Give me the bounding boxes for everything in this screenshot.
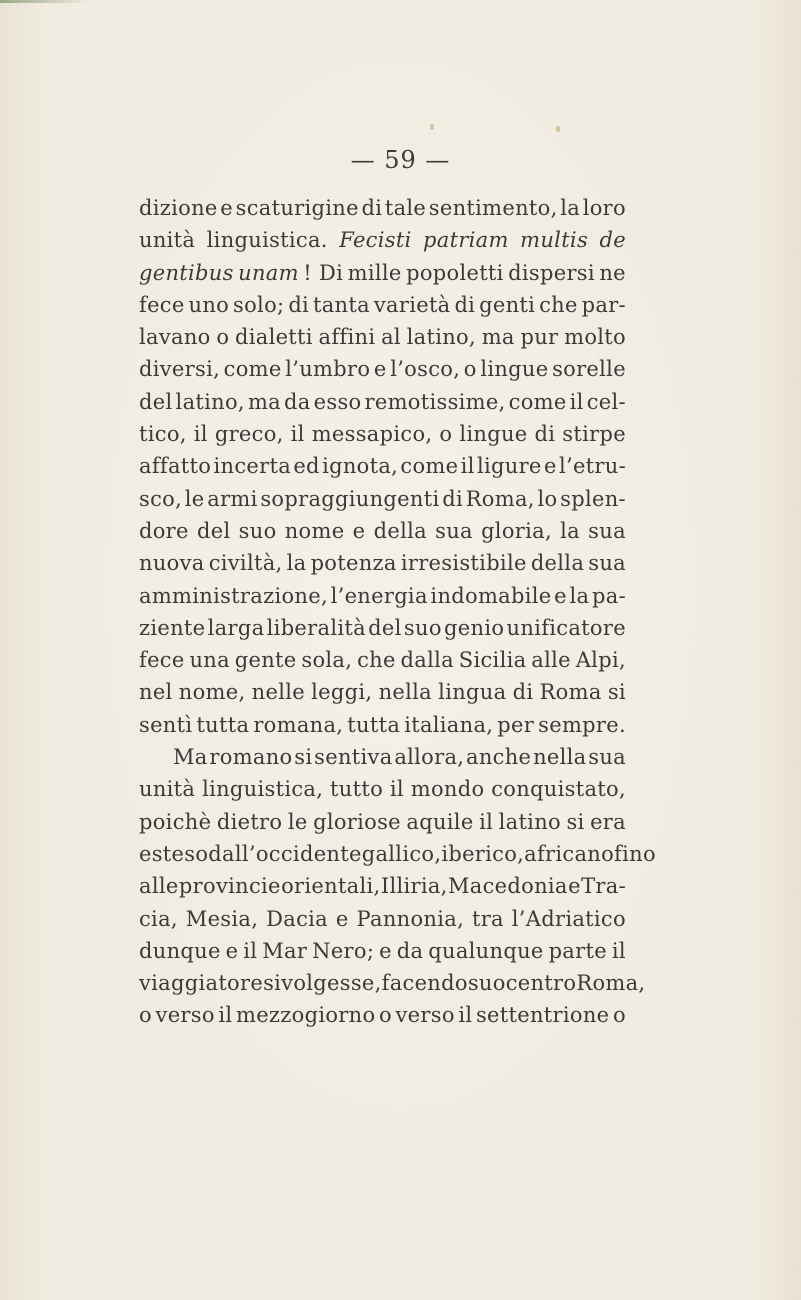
word: l’umbro [285, 357, 371, 382]
word: si [566, 809, 585, 834]
word: Mesia, [185, 906, 259, 931]
word: o [378, 1003, 392, 1028]
word: il [569, 389, 584, 414]
word: sentiva [314, 745, 393, 770]
word: tanta [313, 292, 370, 317]
word: Tra- [581, 874, 626, 899]
word: lingue [480, 357, 549, 382]
word: dunque [139, 938, 221, 963]
text-line [139, 907, 626, 939]
word: genti [479, 292, 536, 317]
text-line [139, 745, 626, 777]
word: facendo [381, 971, 468, 996]
word: armi [207, 486, 258, 511]
text-line [139, 519, 626, 551]
word: e [373, 357, 387, 382]
word: sco, [139, 486, 183, 511]
text-line [139, 713, 626, 745]
word: si [294, 745, 313, 770]
text-line [139, 454, 626, 486]
word: remotissime, [364, 389, 506, 414]
word: potenza [310, 551, 397, 576]
word: leggi, [311, 680, 373, 705]
word: nome, [178, 680, 246, 705]
word: popoletti [406, 260, 504, 285]
word: irresistibile [400, 551, 527, 576]
word: Mar [262, 938, 308, 963]
word: sentimento, [428, 196, 558, 220]
word: la [569, 583, 590, 608]
word: iberico, [441, 841, 525, 866]
word: l’Adriatico [511, 906, 626, 931]
word: il [389, 777, 404, 802]
word: il [458, 1003, 473, 1028]
word: ne [599, 260, 626, 285]
word: Illiria, [380, 874, 448, 899]
word: nelle [251, 680, 305, 705]
word: Fecisti [339, 228, 412, 253]
word: varietà [373, 292, 451, 317]
word: verso [155, 1003, 215, 1028]
word: Roma [539, 680, 602, 705]
word: mille [347, 260, 402, 285]
word: uno [188, 292, 230, 317]
word: la [286, 551, 307, 576]
word: sua [435, 518, 473, 543]
word: del [139, 389, 173, 414]
paper-spot [430, 124, 434, 130]
word: settentrione [475, 1003, 610, 1028]
word: Ma [173, 745, 208, 770]
word: nella [533, 745, 587, 770]
word: sentì [139, 712, 193, 737]
word: tico, [139, 422, 187, 447]
word: dietro [216, 809, 283, 834]
word: nella [378, 680, 432, 705]
word: dall’occidente [208, 841, 362, 866]
word: di [361, 196, 383, 220]
text-line [139, 261, 626, 293]
word: il [193, 422, 208, 447]
word: al [381, 325, 401, 350]
word: fece [139, 648, 185, 673]
word: come [400, 454, 459, 479]
word: lavano [139, 325, 211, 350]
word: volgesse, [281, 971, 382, 996]
word: sola, [301, 648, 353, 673]
word: conquistato, [491, 777, 626, 802]
word: sopraggiungenti [260, 486, 440, 511]
word: l’osco, [390, 357, 461, 382]
word: il [479, 809, 494, 834]
word: di [534, 422, 556, 447]
word: Roma, [576, 971, 646, 996]
word: greco, [214, 422, 284, 447]
word: viaggiatore [139, 971, 264, 996]
word: amministrazione, [139, 583, 328, 608]
word: parte [548, 938, 607, 963]
text-line [139, 584, 626, 616]
word: e [220, 196, 233, 220]
word: la [560, 196, 581, 220]
word: solo; [233, 292, 285, 317]
word: e [543, 454, 557, 479]
word: indomabile [430, 583, 552, 608]
word: diversi, [139, 357, 221, 382]
word: sua [588, 551, 626, 576]
word: e [554, 583, 567, 608]
word: ! Di [303, 260, 344, 285]
text-line [139, 616, 626, 648]
text-line [139, 487, 626, 519]
word: che [357, 648, 396, 673]
word: o [216, 325, 230, 350]
word: unam [238, 260, 299, 285]
text-line [139, 1003, 626, 1035]
text-line [139, 325, 626, 357]
word: Alpi, [575, 648, 626, 673]
text-line [139, 810, 626, 842]
word: africano [524, 841, 615, 866]
word: ma [247, 389, 281, 414]
word: stirpe [562, 422, 626, 447]
word: gloriose [313, 809, 401, 834]
word: da [396, 938, 424, 963]
word: e [379, 938, 392, 963]
word: incerta [213, 454, 292, 479]
word: era [590, 809, 626, 834]
word: l’etru- [558, 454, 626, 479]
word: tutta [347, 712, 401, 737]
text-line [139, 939, 626, 971]
word: l’energia [330, 583, 428, 608]
word: multis [520, 228, 589, 253]
body-text [139, 196, 656, 1036]
word: aquile [406, 809, 474, 834]
word: liberalità [266, 615, 366, 640]
word: si [263, 971, 282, 996]
word: dialetti [234, 325, 313, 350]
text-line [139, 971, 646, 1003]
word: de [599, 228, 626, 253]
word: alle [531, 648, 571, 673]
word: centro [505, 971, 577, 996]
word: esteso [139, 841, 209, 866]
word: larga [207, 615, 265, 640]
text-line [139, 390, 626, 422]
word: splen- [560, 486, 626, 511]
word: tutta [196, 712, 250, 737]
word: Roma, [465, 486, 535, 511]
word: cel- [586, 389, 626, 414]
word: nuova [139, 551, 205, 576]
word: unità [139, 777, 196, 802]
word: del [196, 518, 231, 543]
word: dizione [139, 196, 218, 220]
word: ma [481, 325, 515, 350]
word: patriam [423, 228, 509, 253]
word: provincie [178, 874, 281, 899]
word: lingua [438, 680, 507, 705]
word: nome [284, 518, 345, 543]
word: ignota, [322, 454, 399, 479]
word: di [288, 292, 310, 317]
page-edge-stain [0, 0, 90, 3]
word: si [607, 680, 626, 705]
word: latino [498, 809, 561, 834]
word: sua [588, 745, 626, 770]
word: nel [139, 680, 173, 705]
text-line [139, 228, 626, 260]
text-line [139, 680, 626, 712]
word: il [243, 938, 258, 963]
word: unificatore [506, 615, 626, 640]
word: fino [614, 841, 656, 866]
word: di [512, 680, 534, 705]
word: che [539, 292, 578, 317]
word: unità [139, 228, 196, 253]
word: come [508, 389, 567, 414]
word: anche [466, 745, 532, 770]
word: e [335, 906, 349, 931]
word: poichè [139, 809, 212, 834]
word: e [568, 874, 581, 899]
paper-spot [556, 126, 560, 132]
word: suo [467, 971, 506, 996]
word: pa- [592, 583, 626, 608]
text-line [139, 648, 626, 680]
word: affatto [139, 454, 212, 479]
word: di [442, 486, 463, 511]
word: Macedonia [447, 874, 568, 899]
word: genio [444, 615, 505, 640]
word: il [611, 938, 626, 963]
word: esso [313, 389, 362, 414]
word: gallico, [361, 841, 442, 866]
word: Nero; [312, 938, 375, 963]
word: mezzogiorno [235, 1003, 376, 1028]
word: Dacia [266, 906, 328, 931]
text-line [139, 874, 626, 906]
word: le [184, 486, 205, 511]
word: orientali, [281, 874, 381, 899]
text-line [139, 196, 626, 228]
word: mondo [410, 777, 485, 802]
word: sempre. [538, 712, 626, 737]
word: ligure [476, 454, 542, 479]
word: o [439, 422, 453, 447]
word: lo [537, 486, 558, 511]
word: qualunque [428, 938, 544, 963]
word: alle [139, 874, 179, 899]
word: suo [403, 615, 442, 640]
word: una [189, 648, 230, 673]
word: dore [139, 518, 189, 543]
word: romano [209, 745, 293, 770]
text-line [139, 293, 626, 325]
word: tra [471, 906, 504, 931]
text-line [139, 357, 626, 389]
word: o [139, 1003, 152, 1028]
word: la [560, 518, 580, 543]
word: dalla [400, 648, 454, 673]
word: il [290, 422, 305, 447]
word: di [454, 292, 476, 317]
word: gente [234, 648, 297, 673]
word: italiana, [404, 712, 494, 737]
word: o [463, 357, 477, 382]
word: sua [588, 518, 626, 543]
word: tutto [330, 777, 384, 802]
word: le [287, 809, 308, 834]
word: e [225, 938, 239, 963]
word: linguistica. [206, 228, 328, 253]
word: della [530, 551, 585, 576]
word: verso [395, 1003, 455, 1028]
word: il [218, 1003, 233, 1028]
word: e [352, 518, 366, 543]
text-line [139, 777, 626, 809]
word: civiltà, [208, 551, 283, 576]
word: lingue [459, 422, 528, 447]
word: sorelle [552, 357, 626, 382]
page-number: — 59 — [350, 146, 451, 174]
text-line [139, 841, 656, 874]
word: pur [520, 325, 559, 350]
word: suo [238, 518, 277, 543]
word: ziente [139, 615, 206, 640]
text-line [139, 422, 626, 454]
word: Sicilia [458, 648, 527, 673]
word: loro [582, 196, 626, 220]
word: o [612, 1003, 626, 1028]
word: gloria, [481, 518, 552, 543]
word: scaturigine [235, 196, 359, 220]
word: molto [564, 325, 626, 350]
word: della [373, 518, 427, 543]
word: par- [581, 292, 626, 317]
text-line [139, 551, 626, 583]
word: allora, [394, 745, 465, 770]
word: linguistica, [202, 777, 324, 802]
word: tale [384, 196, 427, 220]
word: ed [293, 454, 320, 479]
word: cia, [139, 906, 178, 931]
word: affini [318, 325, 376, 350]
word: gentibus [139, 260, 234, 285]
word: il [460, 454, 475, 479]
word: da [284, 389, 311, 414]
word: romana, [253, 712, 344, 737]
word: Pannonia, [356, 906, 465, 931]
word: dispersi [508, 260, 595, 285]
word: come [223, 357, 282, 382]
word: messapico, [311, 422, 433, 447]
word: per [497, 712, 535, 737]
word: del [368, 615, 402, 640]
word: latino, [406, 325, 476, 350]
word: fece [139, 292, 185, 317]
word: latino, [175, 389, 245, 414]
